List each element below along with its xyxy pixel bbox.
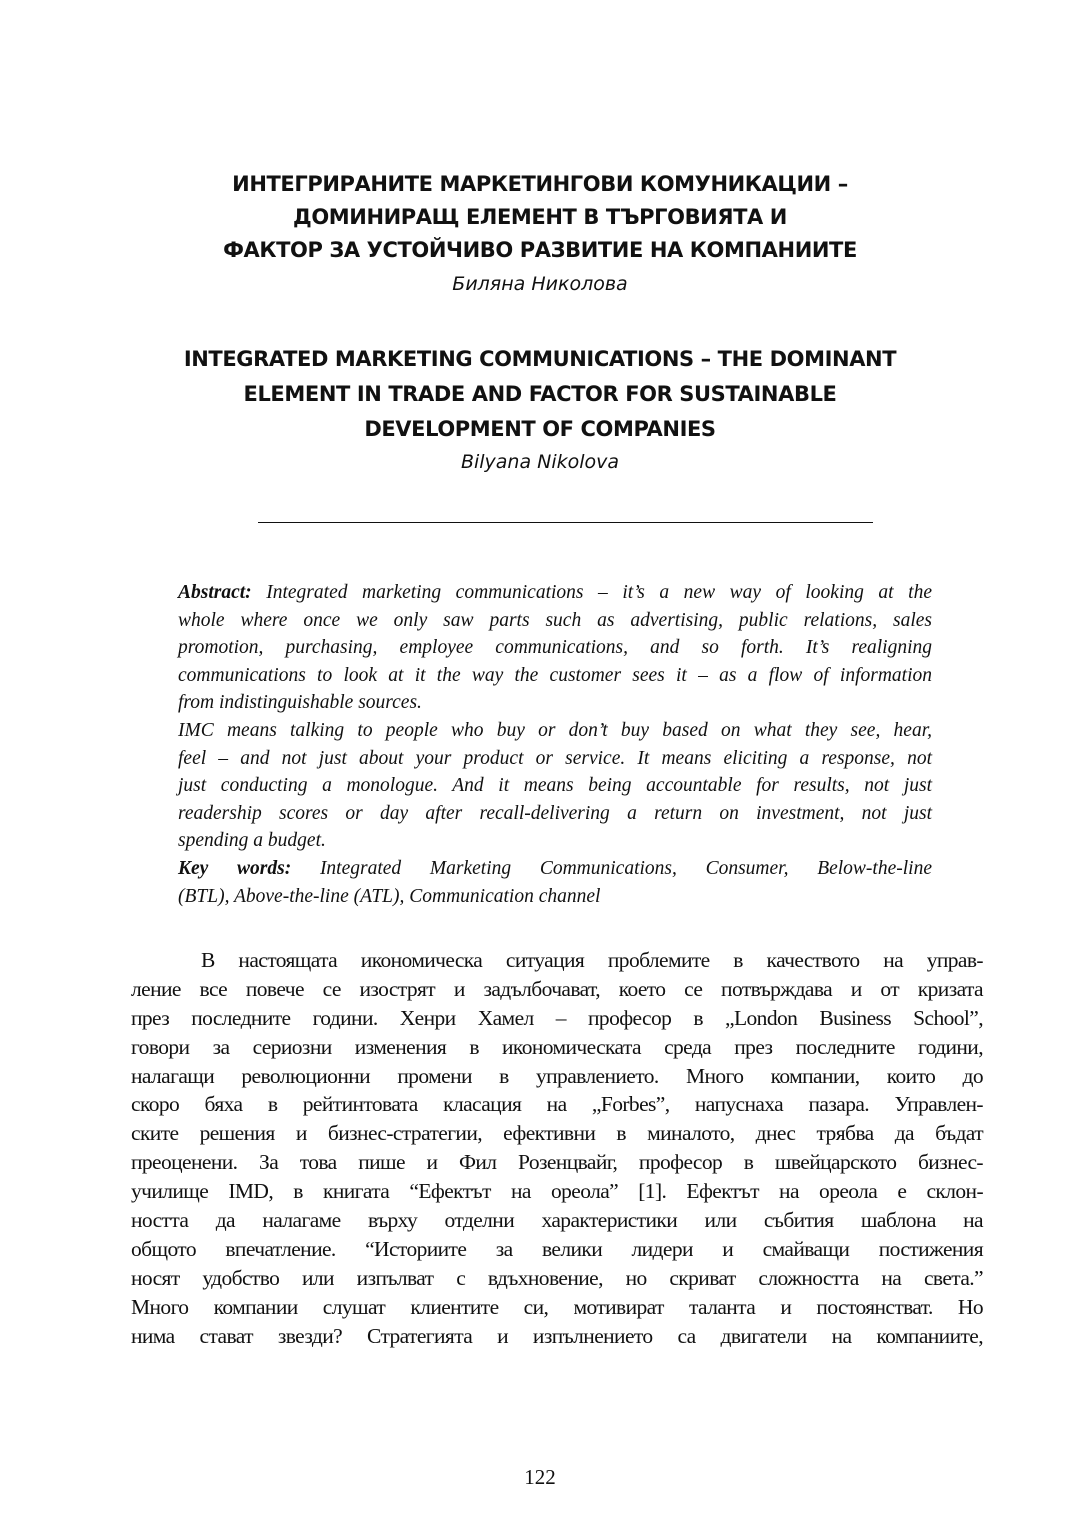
en-title-line-2: ELEMENT IN TRADE AND FACTOR FOR SUSTAINABLE xyxy=(243,382,837,406)
body-line: преоценени. За това пише и Фил Розенцвайг, професор в швейцарското бизнес- xyxy=(131,1150,983,1175)
bg-author: Биляна Николова xyxy=(452,273,628,295)
keywords-line xyxy=(178,855,932,883)
abstract-line: feel – and not just about your product or service. It means eliciting a response, not xyxy=(178,747,932,769)
abstract-line xyxy=(178,579,932,607)
keywords-text: Integrated Marketing Communications, Consumer, Below-the-line xyxy=(291,857,932,879)
body-line: ление все повече се изострят и задълбочават, което се потвърждава и от кризата xyxy=(131,976,983,1001)
abstract-line: just conducting a monologue. And it means being accountable for results, not just xyxy=(178,775,932,797)
abstract-line: IMC means talking to people who buy or don’t buy based on what they see, hear, xyxy=(178,719,932,741)
body-line: говори за сериозни изменения в икономическата среда през последните години, xyxy=(131,1034,983,1059)
body-line: ността да налагаме върху отделни характеристики или събития шаблона на xyxy=(131,1208,983,1233)
abstract-line: readership scores or day after recall-delivering a return on investment, not just xyxy=(178,802,932,824)
body-line: Много компании слушат клиентите си, мотивират таланта и постоянстват. Но xyxy=(131,1294,983,1319)
en-author: Bilyana Nikolova xyxy=(460,451,620,473)
body-line: В настоящата икономическа ситуация проблемите в качеството на управ- xyxy=(201,948,983,972)
abstract-line: promotion, purchasing, employee communications, and so forth. It’s realigning xyxy=(178,637,932,659)
body-line: училище IMD, в книгата “Ефектът на ореола” [1]. Ефектът на ореола е склон- xyxy=(131,1179,983,1204)
abstract-text: Integrated marketing communications – it’s a new way of looking at the xyxy=(251,582,932,603)
body-line: общото впечатление. “Историите за велики лидери и смайващи постижения xyxy=(131,1236,983,1261)
bg-title-line-2: ДОМИНИРАЩ ЕЛЕМЕНТ В ТЪРГОВИЯТА И xyxy=(293,205,787,229)
abstract-line: spending a budget. xyxy=(178,830,326,852)
page-number: 122 xyxy=(524,1465,556,1489)
keywords-line: (BTL), Above-the-line (ATL), Communication channel xyxy=(178,885,601,907)
body-text xyxy=(131,946,983,1350)
body-line: нима стават звезди? Стратегията и изпълнението са двигатели на компаниите, xyxy=(131,1323,983,1348)
en-title-line-1: INTEGRATED MARKETING COMMUNICATIONS – THE DOMINANT xyxy=(183,347,897,371)
en-title-line-3: DEVELOPMENT OF COMPANIES xyxy=(364,417,716,441)
body-line: налагащи революционни промени в управлението. Много компании, които до xyxy=(131,1063,983,1088)
abstract-line: from indistinguishable sources. xyxy=(178,692,422,714)
bg-title-line-1: ИНТЕГРИРАНИТЕ МАРКЕТИНГОВИ КОМУНИКАЦИИ – xyxy=(232,172,848,196)
abstract-line: communications to look at it the way the customer sees it – as a flow of information xyxy=(178,664,932,686)
abstract-line: whole where once we only saw parts such as advertising, public relations, sales xyxy=(178,609,932,631)
body-line: скоро бяха в рейтинтовата класация на „Forbes”, напуснаха пазара. Управлен- xyxy=(131,1092,983,1117)
abstract xyxy=(178,579,932,910)
abstract-label: Abstract: xyxy=(178,582,252,603)
title-divider xyxy=(258,522,873,523)
body-line: през последните години. Хенри Хамел – професор в „London Business School”, xyxy=(131,1005,983,1030)
keywords-label: Key words: xyxy=(178,857,292,879)
bg-title-line-3: ФАКТОР ЗА УСТОЙЧИВО РАЗВИТИЕ НА КОМПАНИИТЕ xyxy=(223,238,857,262)
body-line: ските решения и бизнес-стратегии, ефективни в миналото, днес трябва да бъдат xyxy=(131,1121,983,1146)
body-line: носят удобство или изпълват с вдъхновение, но скриват сложността на света.” xyxy=(131,1265,983,1290)
